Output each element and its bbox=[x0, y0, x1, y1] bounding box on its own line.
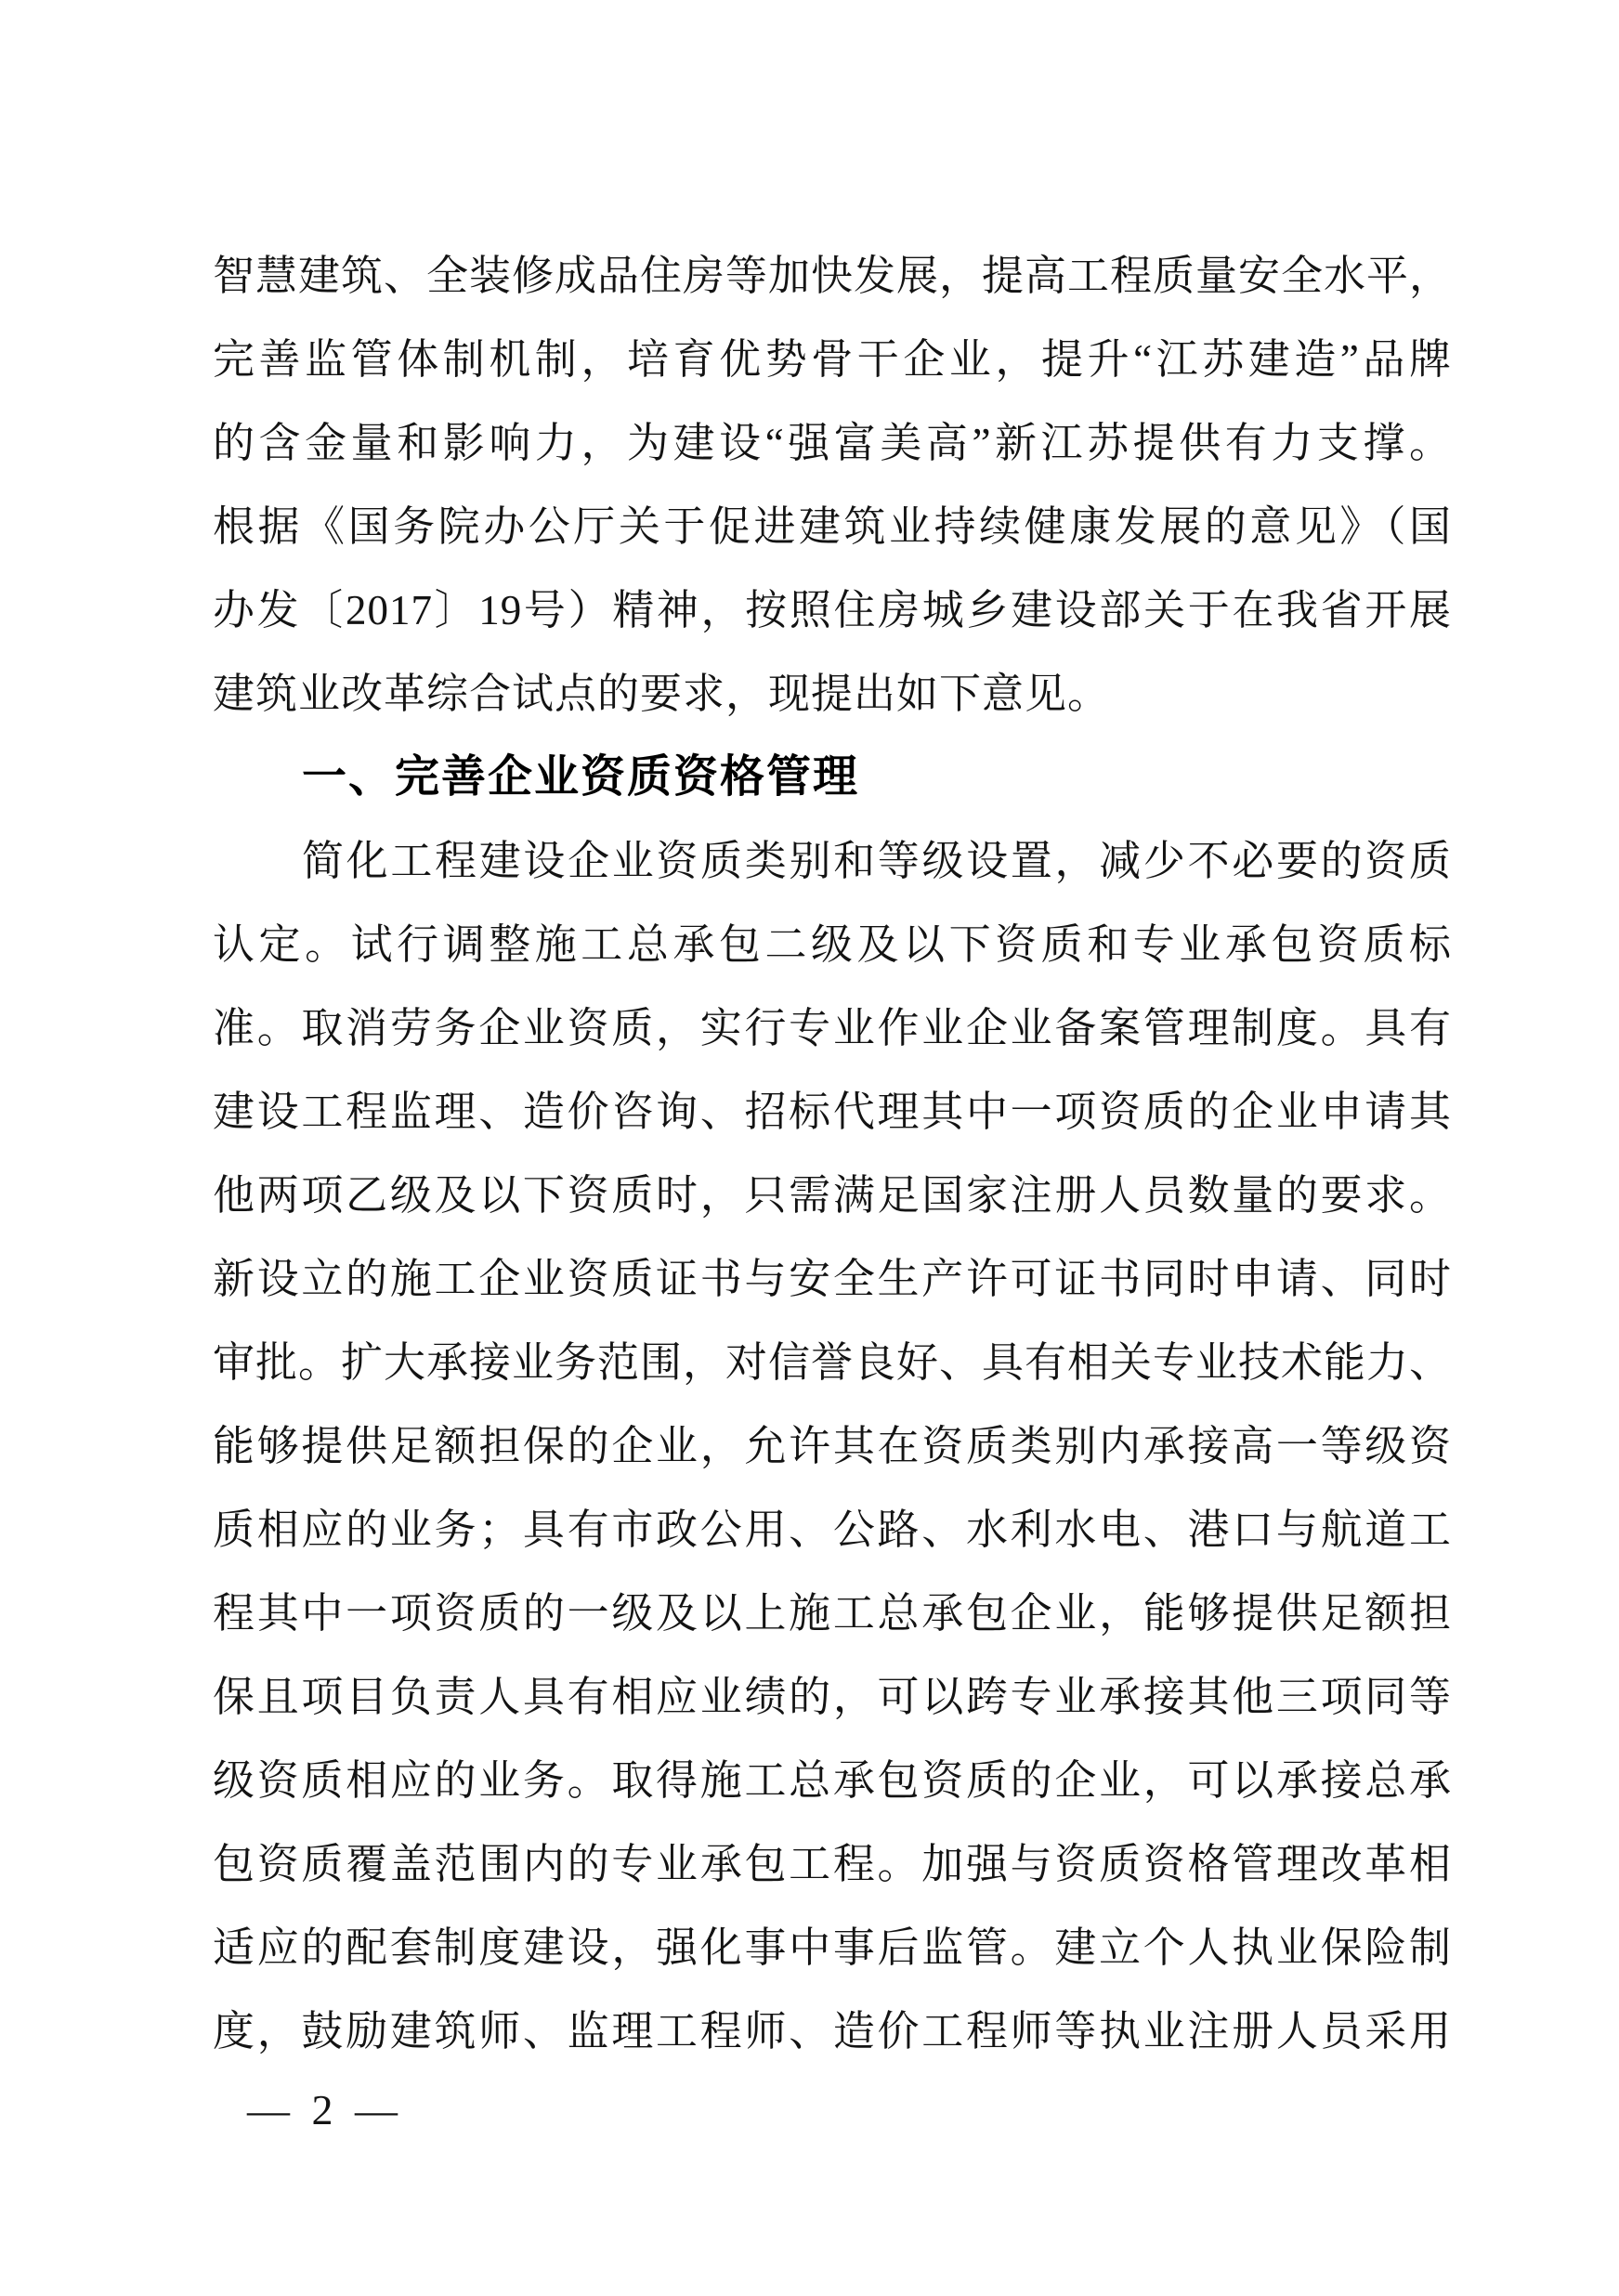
text-line: 完善监管体制机制，培育优势骨干企业，提升“江苏建造”品牌 bbox=[213, 336, 1452, 383]
text-line: 质相应的业务；具有市政公用、公路、水利水电、港口与航道工 bbox=[213, 1507, 1452, 1553]
text-line: 建设工程监理、造价咨询、招标代理其中一项资质的企业申请其 bbox=[213, 1089, 1452, 1135]
text-line: 认定。试行调整施工总承包二级及以下资质和专业承包资质标 bbox=[213, 921, 1452, 968]
text-line: 度，鼓励建筑师、监理工程师、造价工程师等执业注册人员采用 bbox=[213, 2008, 1452, 2055]
text-line: 审批。扩大承接业务范围，对信誉良好、具有相关专业技术能力、 bbox=[213, 1339, 1453, 1386]
text-line: 智慧建筑、全装修成品住房等加快发展，提高工程质量安全水平， bbox=[213, 253, 1453, 299]
text-line: 他两项乙级及以下资质时，只需满足国家注册人员数量的要求。 bbox=[213, 1172, 1452, 1219]
text-line: 建筑业改革综合试点的要求，现提出如下意见。 bbox=[213, 671, 1111, 717]
text-line: 根据《国务院办公厅关于促进建筑业持续健康发展的意见》（国 bbox=[213, 503, 1452, 550]
text-line: 包资质覆盖范围内的专业承包工程。加强与资质资格管理改革相 bbox=[213, 1841, 1452, 1887]
text-line: 保且项目负责人具有相应业绩的，可以跨专业承接其他三项同等 bbox=[213, 1674, 1452, 1720]
text-line: 简化工程建设企业资质类别和等级设置，减少不必要的资质 bbox=[302, 838, 1452, 884]
text-line: 的含金量和影响力，为建设“强富美高”新江苏提供有力支撑。 bbox=[213, 420, 1452, 466]
page-number: — 2 — bbox=[247, 2086, 403, 2133]
text-line: 级资质相应的业务。取得施工总承包资质的企业，可以承接总承 bbox=[213, 1757, 1452, 1804]
section-heading: 一、完善企业资质资格管理 bbox=[302, 752, 860, 802]
text-line: 程其中一项资质的一级及以上施工总承包企业，能够提供足额担 bbox=[213, 1590, 1452, 1637]
text-line: 准。取消劳务企业资质，实行专业作业企业备案管理制度。具有 bbox=[213, 1005, 1452, 1051]
text-line: 适应的配套制度建设，强化事中事后监管。建立个人执业保险制 bbox=[213, 1924, 1452, 1971]
text-line: 办发〔2017〕19号）精神，按照住房城乡建设部关于在我省开展 bbox=[213, 587, 1452, 633]
body-text bbox=[213, 234, 1452, 2073]
text-line: 新设立的施工企业资质证书与安全生产许可证书同时申请、同时 bbox=[213, 1256, 1452, 1302]
text-line: 能够提供足额担保的企业，允许其在资质类别内承接高一等级资 bbox=[213, 1423, 1452, 1469]
